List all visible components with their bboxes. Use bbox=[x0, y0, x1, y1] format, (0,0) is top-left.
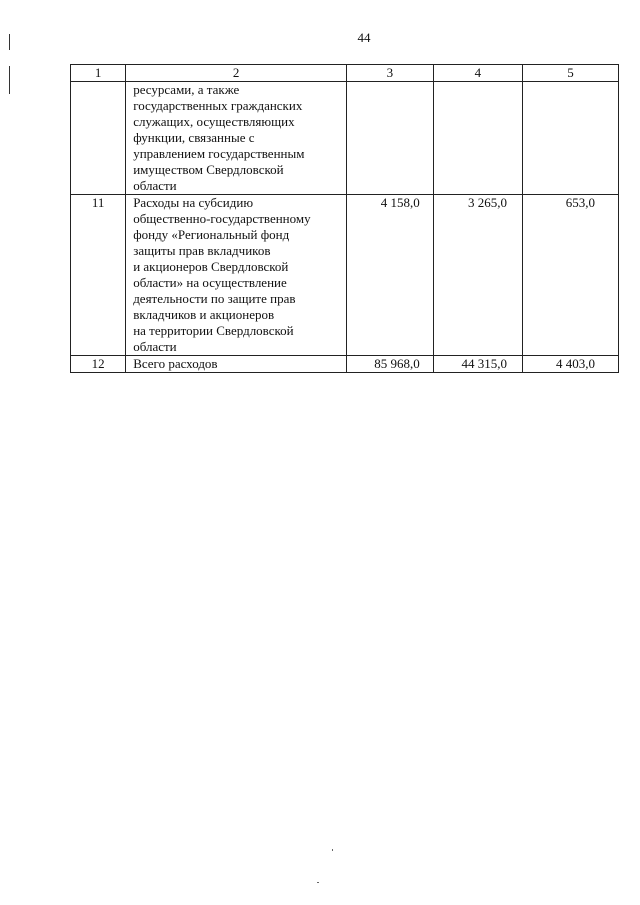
row-value-col3 bbox=[347, 82, 434, 195]
row-description bbox=[126, 356, 347, 373]
column-header-1: 1 bbox=[71, 65, 126, 82]
row-value-col5: 653,0 bbox=[523, 195, 619, 356]
description-line: области bbox=[133, 178, 177, 193]
column-header-3: 3 bbox=[347, 65, 434, 82]
row-value-col3: 4 158,0 bbox=[347, 195, 434, 356]
description-line: Расходы на субсидию bbox=[133, 195, 254, 210]
description-line: имуществом Свердловской bbox=[133, 162, 284, 177]
margin-mark-top bbox=[9, 34, 10, 50]
row-number: 12 bbox=[71, 356, 126, 373]
table-row-total bbox=[71, 356, 619, 373]
description-line: Всего расходов bbox=[133, 356, 218, 371]
margin-mark-bottom bbox=[9, 66, 10, 94]
description-line: управлением государственным bbox=[133, 146, 305, 161]
row-description bbox=[126, 195, 347, 356]
table-header-row bbox=[71, 65, 619, 82]
description-line: на территории Свердловской bbox=[133, 323, 294, 338]
description-line: функции, связанные с bbox=[133, 130, 255, 145]
row-description bbox=[126, 82, 347, 195]
table-row bbox=[71, 195, 619, 356]
description-line: области» на осуществление bbox=[133, 275, 287, 290]
description-line: деятельности по защите прав bbox=[133, 291, 296, 306]
page-number: 44 bbox=[357, 30, 371, 45]
scan-speck bbox=[332, 849, 333, 851]
row-value-col5 bbox=[523, 82, 619, 195]
row-value-col5: 4 403,0 bbox=[523, 356, 619, 373]
description-line: ресурсами, а также bbox=[133, 82, 240, 97]
row-value-col4 bbox=[433, 82, 522, 195]
expenses-table bbox=[70, 64, 619, 373]
table-row bbox=[71, 82, 619, 195]
description-line: защиты прав вкладчиков bbox=[133, 243, 271, 258]
description-line: вкладчиков и акционеров bbox=[133, 307, 275, 322]
description-line: области bbox=[133, 339, 177, 354]
column-header-5: 5 bbox=[523, 65, 619, 82]
row-value-col3: 85 968,0 bbox=[347, 356, 434, 373]
description-line: фонду «Региональный фонд bbox=[133, 227, 290, 242]
row-value-col4: 3 265,0 bbox=[433, 195, 522, 356]
description-line: служащих, осуществляющих bbox=[133, 114, 295, 129]
row-value-col4: 44 315,0 bbox=[433, 356, 522, 373]
scan-speck bbox=[317, 882, 319, 883]
description-line: государственных гражданских bbox=[133, 98, 303, 113]
column-header-4: 4 bbox=[433, 65, 522, 82]
row-number bbox=[71, 82, 126, 195]
description-line: общественно-государственному bbox=[133, 211, 311, 226]
row-number: 11 bbox=[71, 195, 126, 356]
column-header-2: 2 bbox=[126, 65, 347, 82]
description-line: и акционеров Свердловской bbox=[133, 259, 289, 274]
